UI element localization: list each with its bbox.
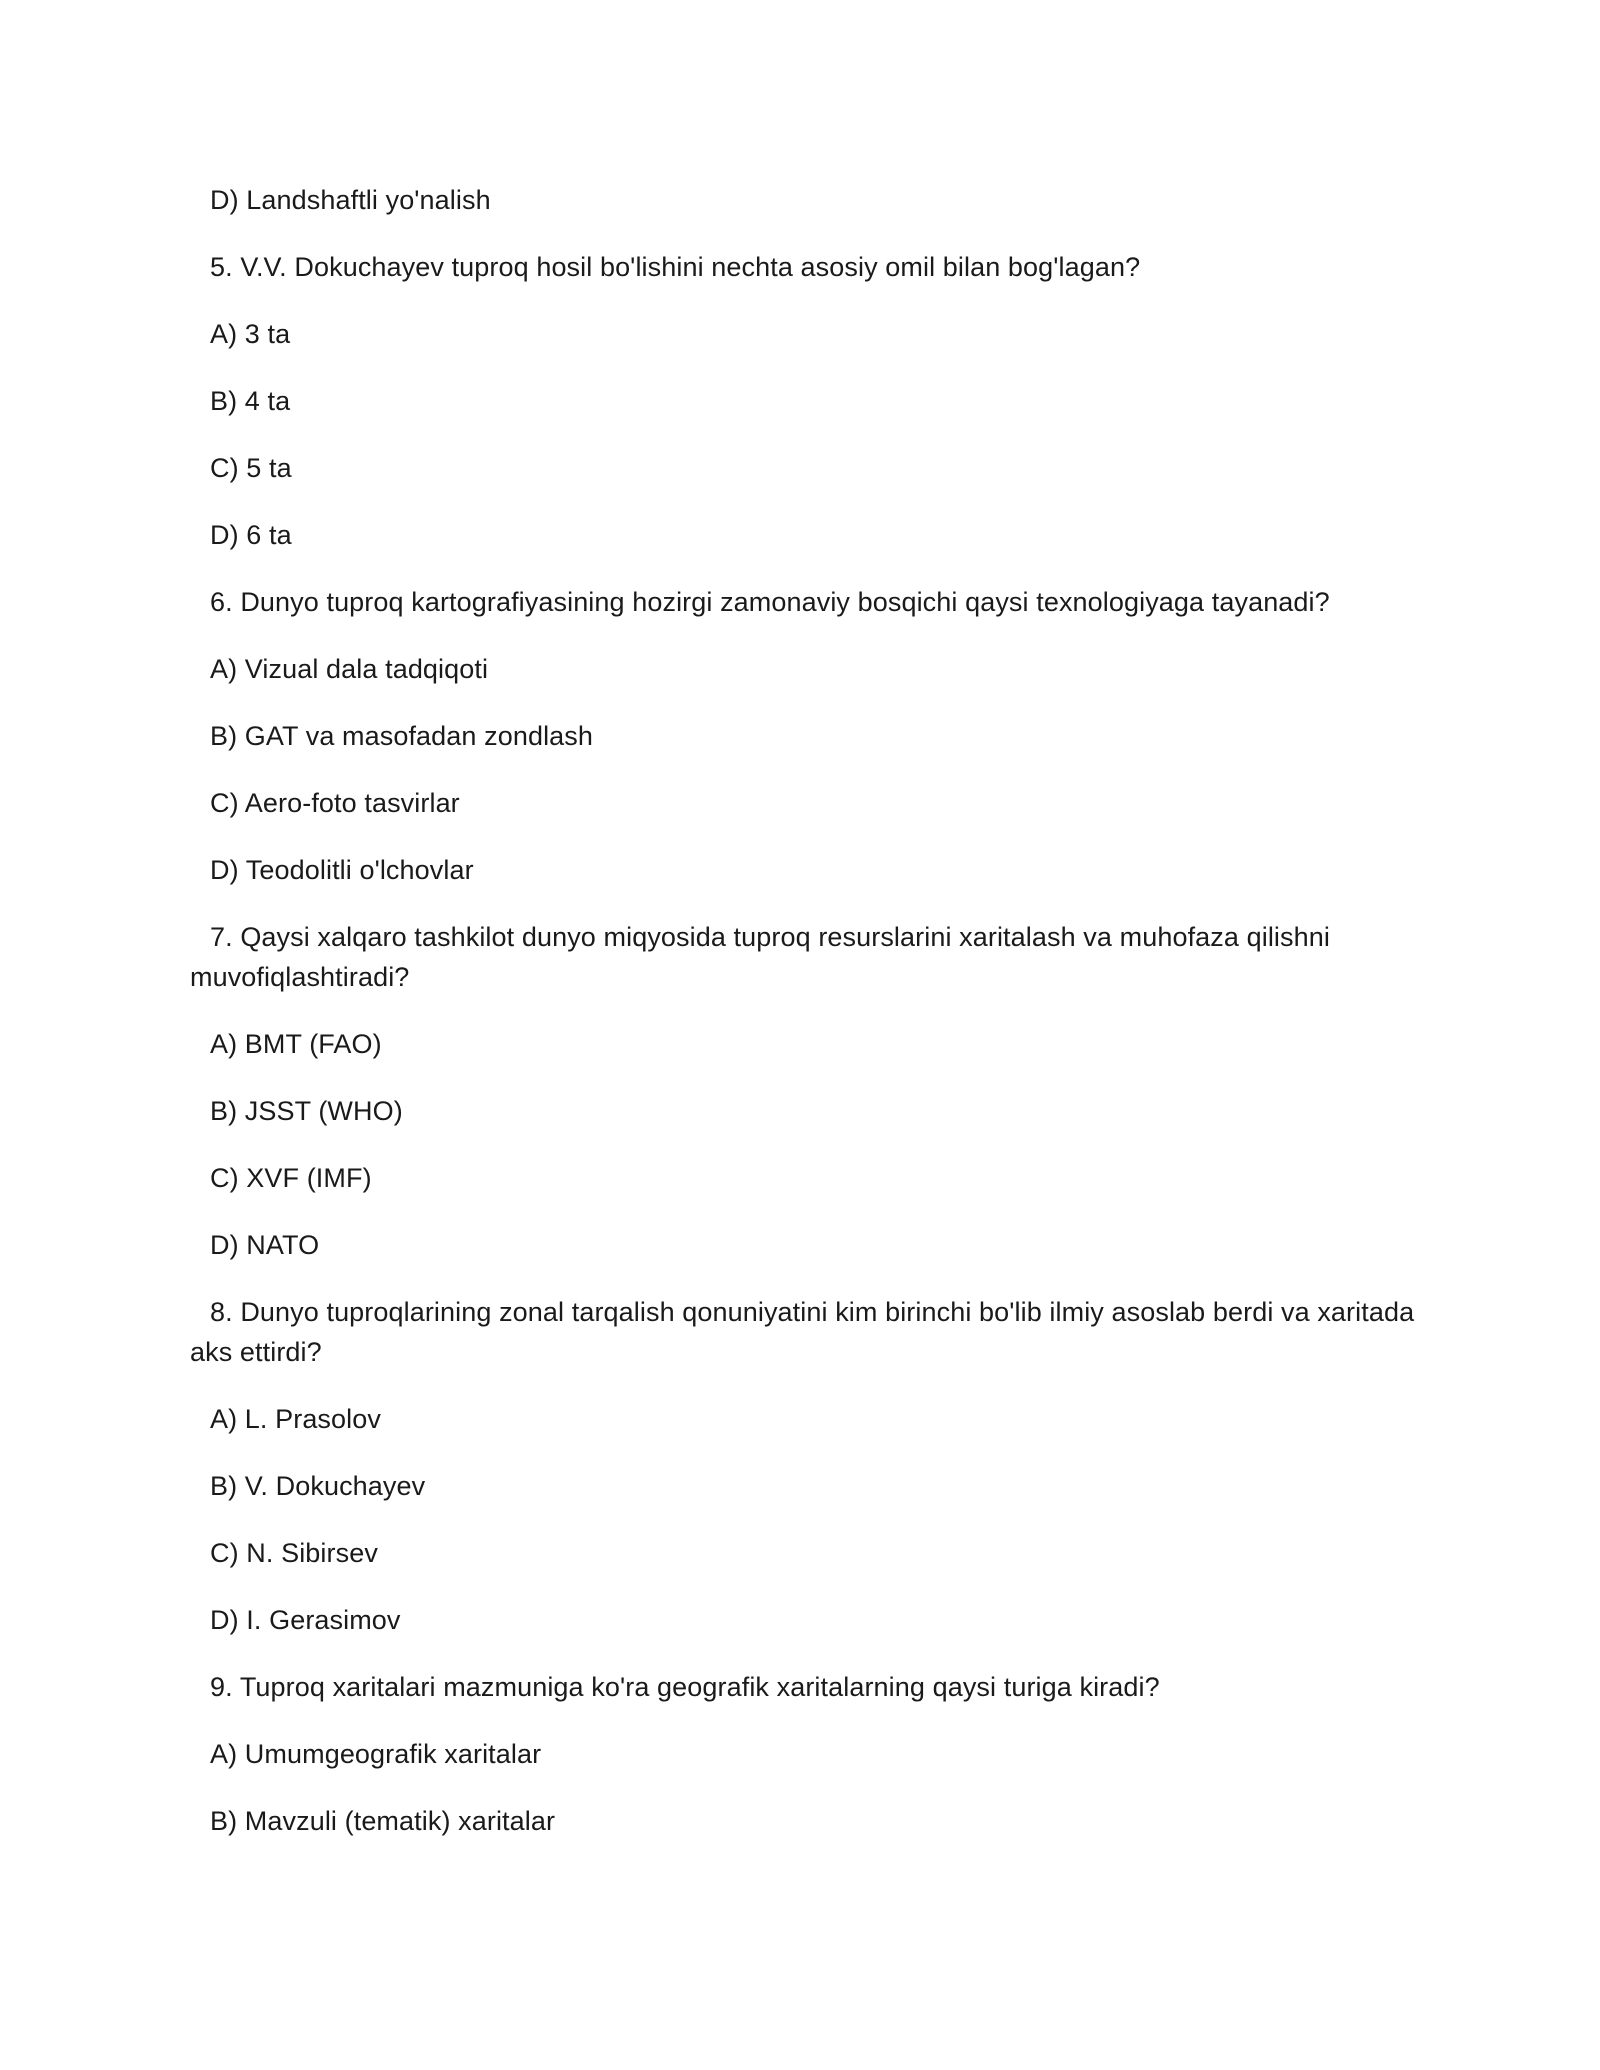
answer-option: C) Aero-foto tasvirlar <box>210 788 460 818</box>
answer-option: D) NATO <box>210 1230 320 1260</box>
answer-option: C) N. Sibirsev <box>210 1538 378 1568</box>
answer-option: A) L. Prasolov <box>210 1404 381 1434</box>
answer-option: A) Vizual dala tadqiqoti <box>210 654 489 684</box>
answer-option: A) 3 ta <box>210 319 291 349</box>
answer-option: D) I. Gerasimov <box>210 1605 401 1635</box>
answer-option: A) BMT (FAO) <box>210 1029 382 1059</box>
answer-option: C) XVF (IMF) <box>210 1163 372 1193</box>
answer-option: A) Umumgeografik xaritalar <box>210 1739 542 1769</box>
question-text: 8. Dunyo tuproqlarining zonal tarqalish qonuniyatini kim birinchi bo'lib ilmiy asoslab berdi va xaritada aks ettirdi? <box>190 1297 1415 1367</box>
document-body <box>190 180 1420 1868</box>
answer-option: D) 6 ta <box>210 520 292 550</box>
question-text: 7. Qaysi xalqaro tashkilot dunyo miqyosida tuproq resurslarini xaritalash va muhofaza qilishni muvofiqlashtiradi? <box>190 922 1330 992</box>
question-text: 9. Tuproq xaritalari mazmuniga ko'ra geografik xaritalarning qaysi turiga kiradi? <box>210 1672 1160 1702</box>
answer-option: B) Mavzuli (tematik) xaritalar <box>210 1806 556 1836</box>
answer-option: D) Teodolitli o'lchovlar <box>210 855 474 885</box>
question-text: 5. V.V. Dokuchayev tuproq hosil bo'lishini nechta asosiy omil bilan bog'lagan? <box>210 252 1141 282</box>
answer-option: B) V. Dokuchayev <box>210 1471 426 1501</box>
answer-option: B) JSST (WHO) <box>210 1096 403 1126</box>
answer-option: B) GAT va masofadan zondlash <box>210 721 594 751</box>
answer-option: C) 5 ta <box>210 453 292 483</box>
answer-option: B) 4 ta <box>210 386 291 416</box>
answer-option: D) Landshaftli yo'nalish <box>210 185 491 215</box>
question-text: 6. Dunyo tuproq kartografiyasining hozirgi zamonaviy bosqichi qaysi texnologiyaga tayanadi? <box>210 587 1330 617</box>
